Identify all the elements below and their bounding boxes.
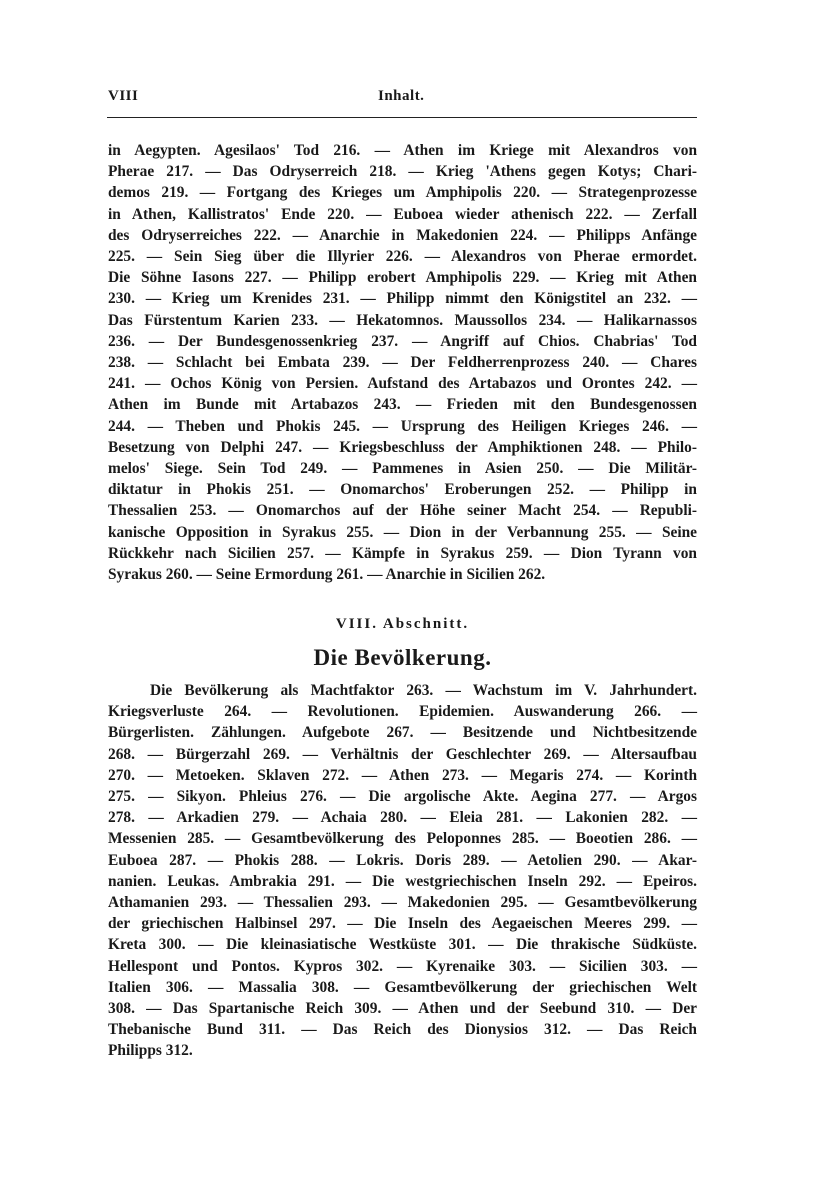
text-line: Euboea 287. — Phokis 288. — Lokris. Doris 289. — Aetolien 290. — Akar-	[108, 851, 697, 869]
text-line: 230. — Krieg um Krenides 231. — Philipp nimmt den Königstitel an 232. —	[108, 290, 697, 308]
text-line: Messenien 285. — Gesamtbevölkerung des Peloponnes 285. — Boeotien 286. —	[108, 830, 697, 848]
section-label: VIII. Abschnitt.	[335, 616, 470, 632]
text-line: der griechischen Halbinsel 297. — Die Inseln des Aegaeischen Meeres 299. —	[108, 915, 697, 933]
text-line: Bürgerlisten. Zählungen. Aufgebote 267. — Besitzende und Nichtbesitzende	[108, 724, 697, 742]
text-line: Philipps 312.	[108, 1042, 193, 1060]
text-line: Rückkehr nach Sicilien 257. — Kämpfe in Syrakus 259. — Dion Tyrann von	[108, 544, 697, 562]
text-line: Kreta 300. — Die kleinasiatische Westküste 301. — Die thrakische Südküste.	[108, 936, 697, 954]
text-line: 268. — Bürgerzahl 269. — Verhältnis der Geschlechter 269. — Altersaufbau	[108, 745, 697, 763]
continued-section-text	[108, 140, 697, 585]
text-line: 270. — Metoeken. Sklaven 272. — Athen 273. — Megaris 274. — Korinth	[108, 766, 697, 784]
running-head	[108, 88, 697, 112]
text-line: nanien. Leukas. Ambrakia 291. — Die westgriechischen Inseln 292. — Epeiros.	[108, 872, 697, 890]
text-line: des Odryserreiches 222. — Anarchie in Makedonien 224. — Philipps Anfänge	[108, 226, 697, 244]
text-line: 278. — Arkadien 279. — Achaia 280. — Eleia 281. — Lakonien 282. —	[108, 809, 697, 827]
text-line: Die Bevölkerung als Machtfaktor 263. — Wachstum im V. Jahrhundert.	[150, 682, 697, 699]
text-line: Thessalien 253. — Onomarchos auf der Höhe seiner Macht 254. — Republi-	[108, 502, 697, 520]
text-line: 241. — Ochos König von Persien. Aufstand des Artabazos und Orontes 242. —	[108, 375, 697, 393]
text-line: 236. — Der Bundesgenossenkrieg 237. — Angriff auf Chios. Chabrias' Tod	[108, 332, 697, 350]
text-line: demos 219. — Fortgang des Krieges um Amphipolis 220. — Strategenprozesse	[108, 184, 697, 202]
page-number: VIII	[108, 88, 139, 104]
text-line: kanische Opposition in Syrakus 255. — Dion in der Verbannung 255. — Seine	[108, 523, 697, 541]
text-line: 238. — Schlacht bei Embata 239. — Der Feldherrenprozess 240. — Chares	[108, 354, 697, 372]
text-line: Besetzung von Delphi 247. — Kriegsbeschluss der Amphiktionen 248. — Philo-	[108, 438, 697, 456]
header-rule	[107, 117, 697, 118]
text-line: Kriegsverluste 264. — Revolutionen. Epidemien. Auswanderung 266. —	[108, 703, 697, 721]
text-line: Syrakus 260. — Seine Ermordung 261. — Anarchie in Sicilien 262.	[108, 566, 546, 584]
text-line: Athamanien 293. — Thessalien 293. — Makedonien 295. — Gesamtbevölkerung	[108, 894, 697, 912]
text-line: 275. — Sikyon. Phleius 276. — Die argolische Akte. Aegina 277. — Argos	[108, 788, 697, 806]
header-title: Inhalt.	[378, 88, 425, 104]
text-line: Das Fürstentum Karien 233. — Hekatomnos. Maussollos 234. — Halikarnassos	[108, 311, 697, 329]
text-line: Thebanische Bund 311. — Das Reich des Dionysios 312. — Das Reich	[108, 1021, 697, 1039]
text-line: 225. — Sein Sieg über die Illyrier 226. — Alexandros von Pherae ermordet.	[108, 248, 697, 266]
section-title: Die Bevölkerung.	[313, 645, 492, 670]
text-line: Hellespont und Pontos. Kypros 302. — Kyrenaike 303. — Sicilien 303. —	[108, 957, 697, 975]
text-line: Die Söhne Iasons 227. — Philipp erobert Amphipolis 229. — Krieg mit Athen	[108, 269, 697, 287]
text-line: in Aegypten. Agesilaos' Tod 216. — Athen im Kriege mit Alexandros von	[108, 142, 697, 159]
text-line: in Athen, Kallistratos' Ende 220. — Euboea wieder athenisch 222. — Zerfall	[108, 205, 697, 223]
text-line: melos' Siege. Sein Tod 249. — Pammenes in Asien 250. — Die Militär-	[108, 460, 697, 478]
text-line: 308. — Das Spartanische Reich 309. — Athen und der Seebund 310. — Der	[108, 1000, 697, 1018]
text-line: Athen im Bunde mit Artabazos 243. — Frieden mit den Bundesgenossen	[108, 396, 697, 414]
text-line: diktatur in Phokis 251. — Onomarchos' Eroberungen 252. — Philipp in	[108, 481, 697, 499]
section-text	[108, 680, 697, 1062]
text-line: Italien 306. — Massalia 308. — Gesamtbevölkerung der griechischen Welt	[108, 978, 697, 996]
text-line: 244. — Theben und Phokis 245. — Ursprung des Heiligen Krieges 246. —	[108, 417, 697, 435]
text-line: Pherae 217. — Das Odryserreich 218. — Krieg 'Athens gegen Kotys; Chari-	[108, 163, 697, 181]
